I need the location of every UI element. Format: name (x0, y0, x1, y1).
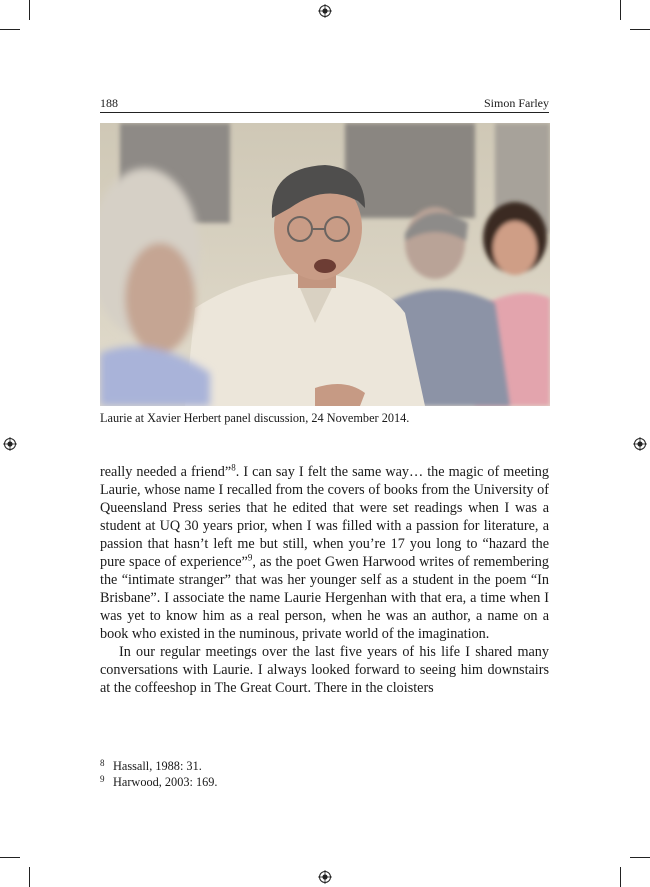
registration-mark-icon (3, 437, 17, 451)
text-run: , as the poet Gwen Harwood writes of remembering the “intimate stranger” that was her younger self as a student in the poem “In Brisbane”. I associate the name Laurie Hergenhan with that era, a time when I was yet to know him as a real person, when he was an author, a name on a book who existed in the numinous, private world of the imagination. (100, 554, 549, 642)
footnote-text: Harwood, 2003: 169. (113, 775, 218, 789)
running-head-author: Simon Farley (484, 96, 549, 110)
footnote-text: Hassall, 1988: 31. (113, 759, 202, 773)
footnotes (100, 758, 549, 790)
footnote-number: 9 (100, 774, 105, 784)
header-rule (100, 112, 549, 113)
figure-caption: Laurie at Xavier Herbert panel discussion, 24 November 2014. (100, 411, 410, 425)
crop-mark (620, 0, 621, 20)
crop-mark (630, 857, 650, 858)
text-run: . I can say I felt the same way… the magic of meeting Laurie, whose name I recalled from the covers of books from the University of Queensland Press series that he edited that were set readings when I was a student at UQ 30 years prior, when I was filled with a passion for literature, a passion that hasn’t left me but still, when you’re 17 you long to “hazard the pure space of experience” (100, 464, 549, 570)
footnote (100, 774, 549, 790)
paragraph: In our regular meetings over the last five years of his life I shared many conversations with Laurie. I always looked forward to seeing him downstairs at the coffeeshop in The Great Court. There in the cloisters (100, 644, 549, 696)
crop-mark (620, 867, 621, 887)
crop-mark (630, 29, 650, 30)
page-number: 188 (100, 96, 118, 110)
footnote (100, 758, 549, 774)
crop-mark (29, 0, 30, 20)
footnote-ref: 9 (247, 552, 253, 563)
registration-mark-icon (633, 437, 647, 451)
footnote-ref: 8 (231, 462, 236, 473)
crop-mark (0, 857, 20, 858)
crop-mark (29, 867, 30, 887)
body-text (100, 463, 549, 697)
registration-mark-icon (318, 4, 332, 18)
registration-mark-icon (318, 870, 332, 884)
crop-mark (0, 29, 20, 30)
running-head (100, 96, 549, 111)
text-run: really needed a friend” (100, 464, 232, 480)
photograph (100, 123, 550, 406)
paragraph (100, 463, 549, 643)
footnote-number: 8 (100, 758, 105, 768)
